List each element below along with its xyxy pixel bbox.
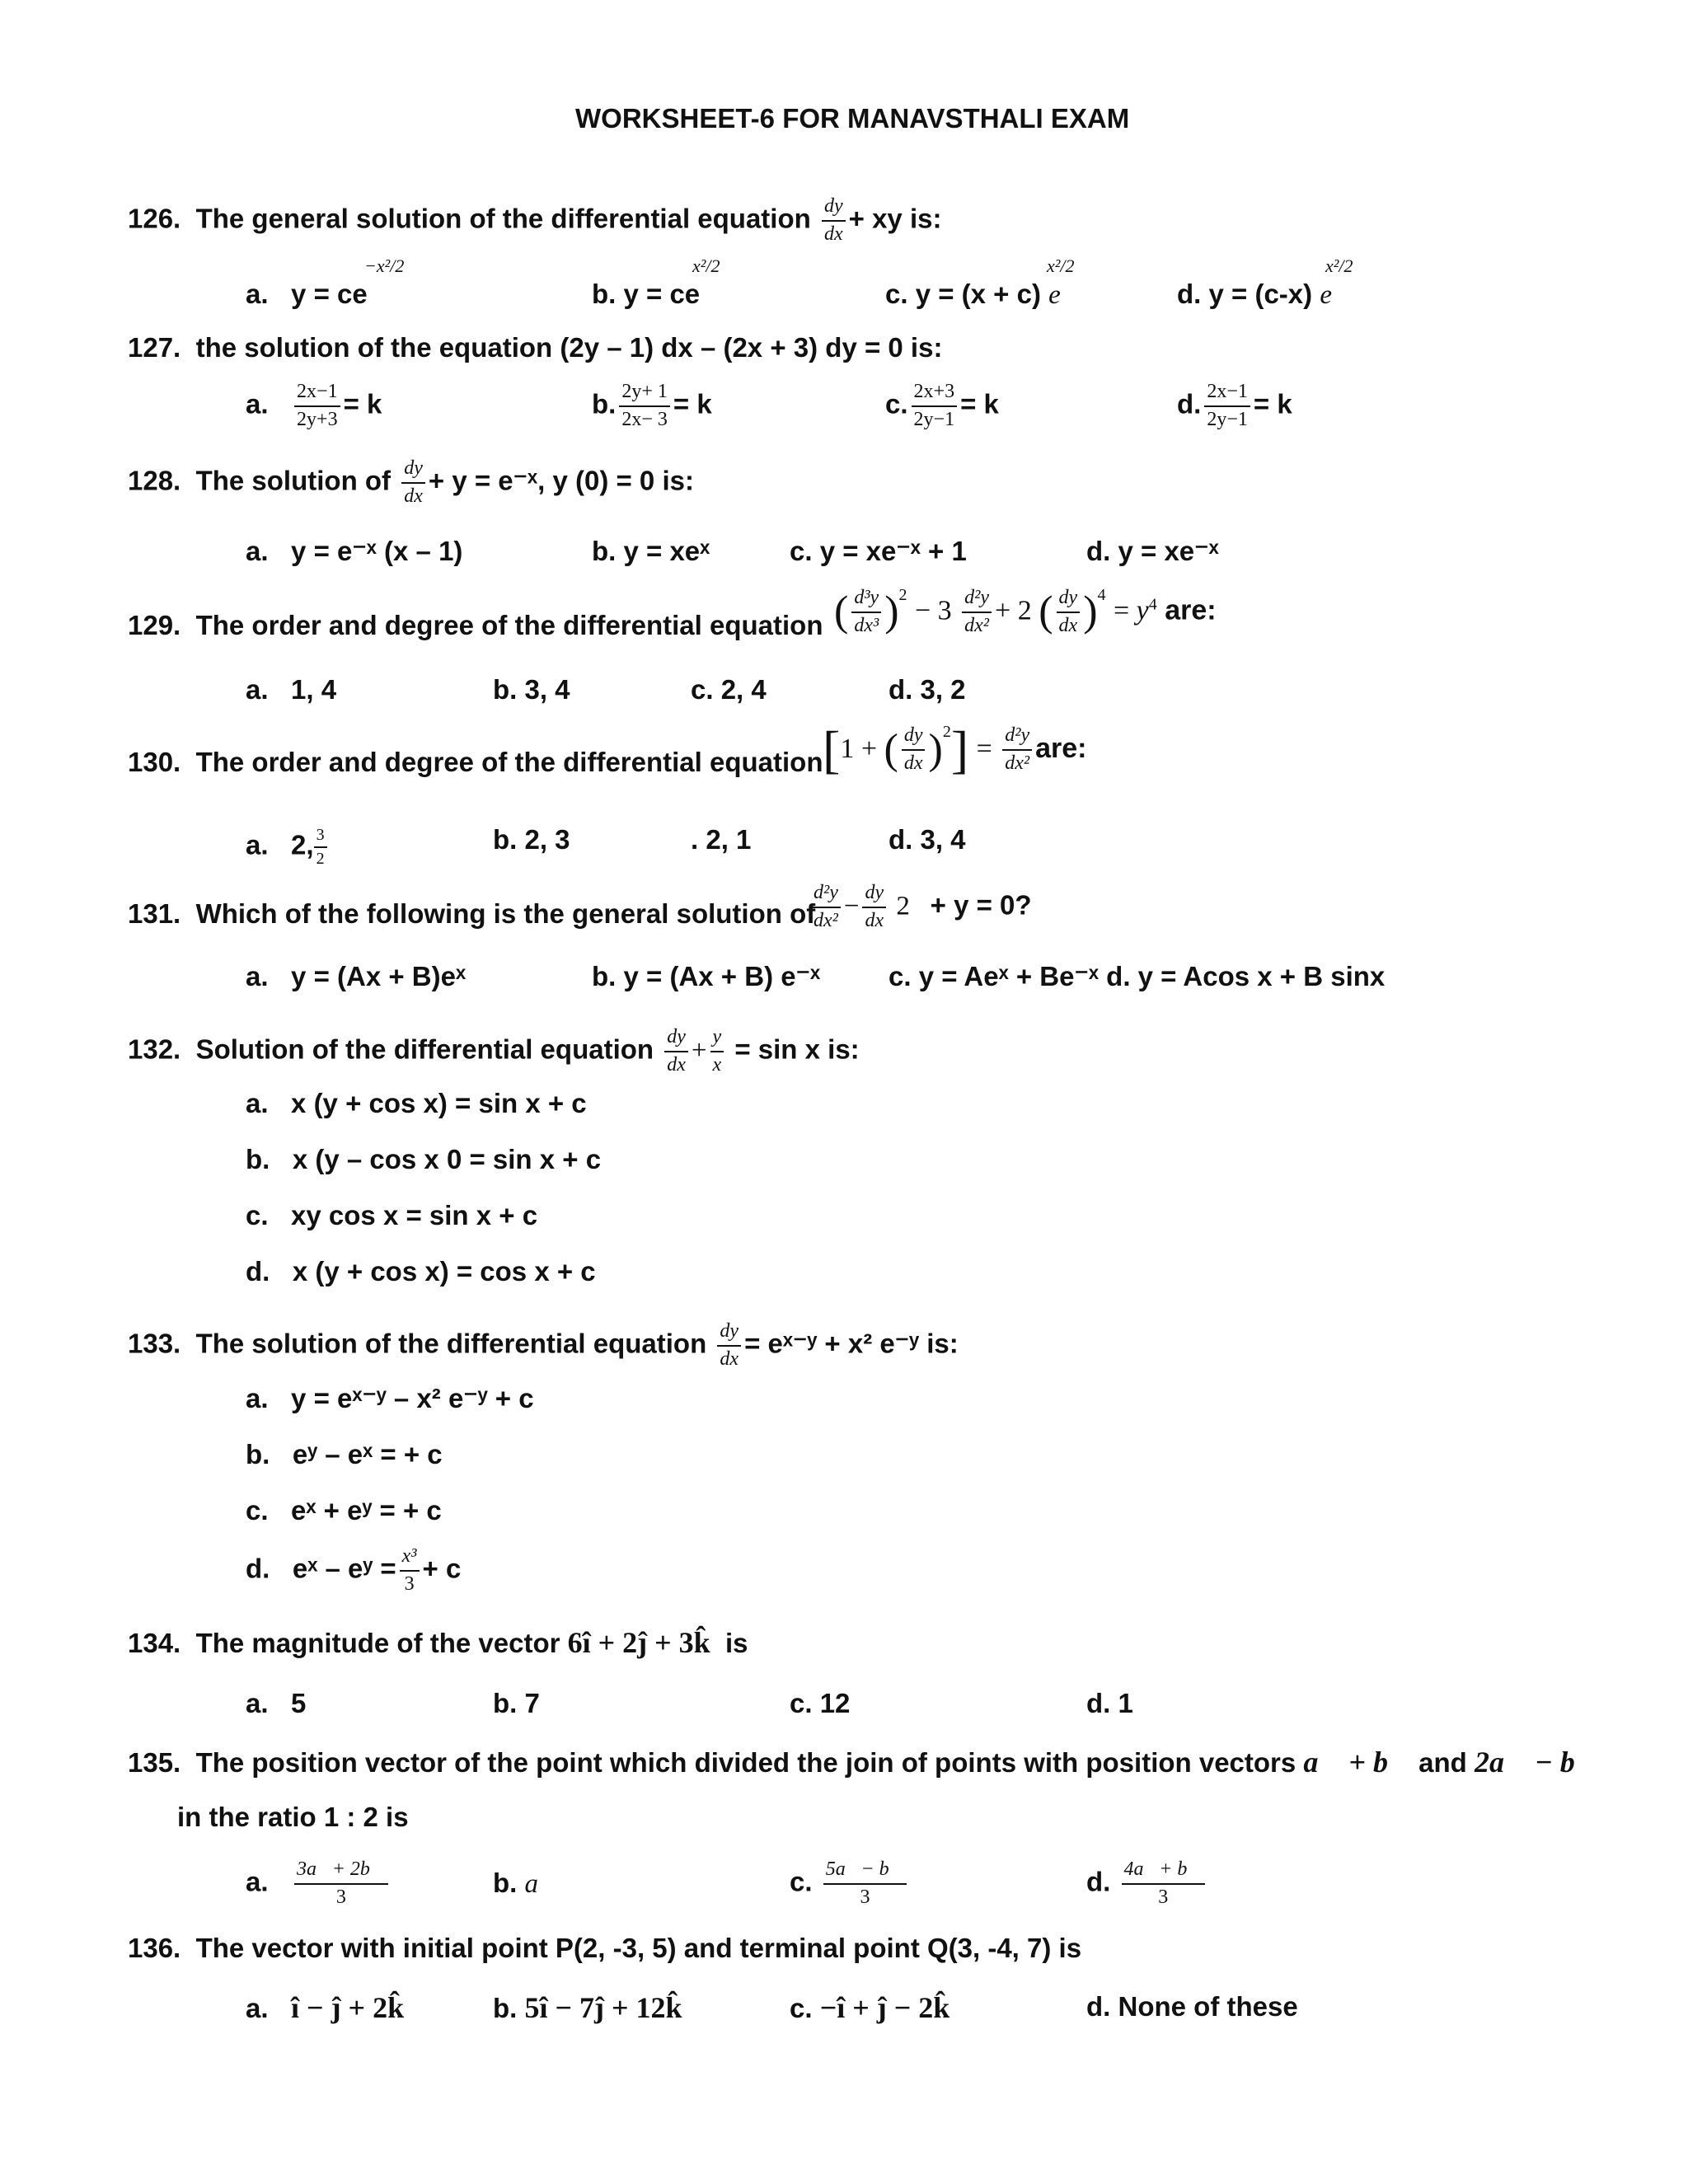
option-132-c[interactable] [246, 1202, 537, 1229]
option-label: d. [246, 1256, 270, 1286]
equation-129: ( $\frac{\text{d³y}}{\text{dx³}}$ )$^2$ − 3 $\frac{\text{d²y}}{\text{dx²}}$ + 2 ( $\frac{dy}{dx}$ )$^4 = y^4$ are: [834, 586, 1217, 636]
question-number: 128. [128, 465, 181, 496]
exponent-126-a: −x²/2 [364, 255, 405, 276]
option-130-c[interactable]: . 2, 1 [691, 824, 752, 855]
question-number: 134. [128, 1628, 181, 1658]
option-equals: = k [960, 388, 999, 419]
question-tail: + xy is: [848, 203, 942, 234]
option-126-b[interactable] [592, 280, 700, 307]
option-129-c[interactable]: c. 2, 4 [691, 674, 767, 705]
question-text: The order and degree of the differential equation [195, 610, 823, 640]
question-number: 126. [128, 203, 181, 234]
option-134-d[interactable]: d. 1 [1086, 1688, 1133, 1718]
option-135-c[interactable] [790, 1858, 910, 1909]
vector-expression: a⃗ + b⃗ [1303, 1746, 1411, 1779]
option-label: c. [246, 1200, 269, 1230]
option-text: eˣ + eʸ = + c [291, 1495, 442, 1526]
option-127-b[interactable] [592, 381, 712, 431]
option-128-d[interactable]: d. y = xe⁻ˣ [1086, 536, 1219, 566]
fraction-denominator: 2x− 3 [621, 408, 668, 430]
option-label: a. [246, 1088, 269, 1118]
question-135-line2: in the ratio 1 : 2 is [177, 1802, 409, 1832]
option-133-d[interactable]: d. eˣ – eʸ = $\frac{\text{x³}}{3}$ + c [246, 1545, 462, 1595]
option-text: 5î − 7ĵ + 12k̂ [524, 1991, 682, 2024]
fraction-denominator: 2y+3 [297, 408, 338, 430]
option-129-a[interactable] [246, 676, 336, 703]
question-number: 133. [128, 1328, 181, 1359]
option-label: a. [246, 674, 269, 705]
option-129-d[interactable]: d. 3, 2 [889, 674, 966, 705]
fraction-denominator: 3 [335, 1886, 346, 1908]
fraction-denominator: 3 [860, 1886, 870, 1908]
option-131-c[interactable]: c. y = Aeˣ + Be⁻ˣ d. y = Acos x + B sinx [889, 961, 1386, 991]
option-label: b. [493, 1868, 518, 1898]
option-label: d. [1177, 388, 1202, 419]
question-text: the solution of the equation (2y – 1) dx – (2x + 3) dy = 0 is: [195, 332, 943, 363]
option-135-b[interactable] [493, 1869, 560, 1898]
option-135-a[interactable] [246, 1858, 392, 1909]
question-tail: = eˣ⁻ʸ + x² e⁻ʸ is: [744, 1328, 959, 1359]
equation-130: [1 + ( $\frac{dy}{dx}$ )$^2$] = $\frac{\text{d²y}}{\text{dx²}}$ are: [823, 720, 1087, 779]
exponent-126-b: x²/2 [692, 255, 720, 276]
question-text: Solution of the differential equation [195, 1033, 654, 1065]
worksheet-title: WORKSHEET-6 FOR MANAVSTHALI EXAM [575, 103, 1130, 134]
option-tail: + c [422, 1553, 462, 1584]
option-label: b. [493, 1993, 518, 2023]
option-label: b. [246, 1439, 270, 1469]
option-text: x (y – cos x 0 = sin x + c [292, 1144, 602, 1174]
option-text: eʸ – eˣ = + c [292, 1439, 443, 1469]
question-135 [128, 1747, 1598, 1777]
option-136-d[interactable]: d. None of these [1086, 1991, 1298, 2022]
option-127-d[interactable] [1177, 381, 1292, 431]
question-128 [128, 457, 694, 508]
option-equals: = k [673, 388, 712, 419]
option-label: a. [246, 536, 269, 566]
option-equals: = k [343, 388, 382, 419]
dy-dx-fraction: $\frac{dy}{dx}$ [822, 195, 846, 246]
option-text: b. y = ce [592, 279, 701, 309]
option-label: a. [246, 1383, 269, 1413]
option-134-b[interactable]: b. 7 [493, 1688, 540, 1718]
option-text: î − ĵ + 2k̂ [291, 1991, 405, 2024]
option-text: eˣ – eʸ = [292, 1553, 396, 1584]
option-text: 2, [291, 829, 314, 860]
option-126-d[interactable]: d. y = (c-x) e [1177, 279, 1332, 310]
question-number: 132. [128, 1033, 181, 1065]
option-136-c[interactable] [790, 1993, 950, 2022]
option-134-c[interactable]: c. 12 [790, 1688, 851, 1718]
option-126-c[interactable]: c. y = (x + c) e [885, 279, 1061, 310]
option-label: c. [246, 1495, 269, 1526]
option-label: c. [885, 388, 908, 419]
option-130-a[interactable]: a. 2, $\frac{3}{2}$ [246, 826, 327, 869]
option-text: xy cos x = sin x + c [291, 1200, 538, 1230]
option-label: a. [246, 1993, 269, 2023]
option-text: 1, 4 [291, 674, 337, 705]
question-tail: is [725, 1628, 748, 1658]
vector-expression: 6î + 2ĵ + 3k̂ [567, 1626, 710, 1659]
question-text: The general solution of the differential equation [195, 203, 811, 234]
dy-dx-fraction: $\frac{dy}{dx}$ [401, 457, 425, 508]
option-129-b[interactable]: b. 3, 4 [493, 674, 570, 705]
question-text: The order and degree of the differential equation [195, 747, 823, 777]
question-132: 132. Solution of the differential equation $\frac{dy}{dx}$ + $\frac{y}{x}$ = sin x is: [128, 1026, 860, 1076]
option-127-c[interactable] [885, 381, 999, 431]
question-129 [128, 612, 823, 639]
question-text: The solution of [195, 465, 392, 496]
option-label: b. [246, 1144, 270, 1174]
option-130-d[interactable]: d. 3, 4 [889, 824, 966, 855]
question-number: 136. [128, 1933, 181, 1963]
option-label: c. [790, 1993, 813, 2023]
question-text: Which of the following is the general solution of [195, 898, 816, 929]
option-135-d[interactable] [1086, 1858, 1208, 1909]
option-label: a. [246, 279, 269, 309]
fraction-numerator: 4a⃗+ b⃗ [1122, 1858, 1206, 1885]
option-132-a[interactable] [246, 1090, 587, 1117]
fraction-numerator: 2x+3 [912, 381, 958, 407]
question-tail: are: [1035, 732, 1087, 764]
option-128-b[interactable]: b. y = xeˣ [592, 536, 710, 566]
option-133-b[interactable] [246, 1441, 443, 1468]
question-number: 127. [128, 332, 181, 363]
option-text: −î + ĵ − 2k̂ [819, 1991, 950, 2024]
option-label: a. [246, 1688, 269, 1718]
option-136-b[interactable] [493, 1993, 682, 2022]
option-131-a[interactable] [246, 963, 466, 990]
option-text: y = e⁻ˣ (x – 1) [291, 536, 463, 566]
option-132-d[interactable] [246, 1258, 596, 1285]
question-text: The solution of the differential equation [195, 1328, 707, 1359]
option-131-b[interactable]: b. y = (Ax + B) e⁻ˣ [592, 961, 821, 991]
option-text: x (y + cos x) = cos x + c [292, 1256, 596, 1286]
conjunction: and [1418, 1747, 1467, 1778]
question-tail: = sin x is: [734, 1033, 860, 1065]
question-131 [128, 900, 815, 927]
option-130-b[interactable]: b. 2, 3 [493, 824, 570, 855]
question-126 [128, 195, 941, 246]
question-133: 133. The solution of the differential equation $\frac{dy}{dx}$ = eˣ⁻ʸ + x² e⁻ʸ is: [128, 1320, 959, 1370]
option-133-a[interactable] [246, 1385, 534, 1412]
question-text: The position vector of the point which divided the join of points with position vectors [195, 1747, 1296, 1778]
option-134-a[interactable] [246, 1690, 306, 1717]
fraction-denominator: 3 [1158, 1886, 1169, 1908]
option-text: y = (Ax + B)eˣ [291, 961, 467, 991]
exponent-126-c: x²/2 [1047, 255, 1075, 276]
option-text: a⃗ [524, 1869, 560, 1899]
option-text: c. y = (x + c) [885, 279, 1041, 309]
option-label: a. [246, 829, 269, 860]
option-label: c. [790, 1866, 813, 1897]
question-tail: + y = 0? [930, 889, 1032, 921]
option-128-c[interactable]: c. y = xe⁻ˣ + 1 [790, 536, 967, 566]
question-text: The vector with initial point P(2, -3, 5) and terminal point Q(3, -4, 7) is [195, 1933, 1082, 1963]
option-text: x (y + cos x) = sin x + c [291, 1088, 587, 1118]
option-126-a[interactable] [246, 280, 368, 307]
question-tail: + y = e⁻ˣ, y (0) = 0 is: [428, 465, 694, 496]
option-text: y = ce [291, 279, 368, 309]
fraction-numerator: 2y+ 1 [619, 381, 670, 407]
question-136 [128, 1934, 1081, 1961]
fraction-numerator: 3a⃗+ 2b⃗ [294, 1858, 388, 1885]
question-number: 135. [128, 1747, 181, 1778]
option-132-b[interactable] [246, 1146, 601, 1173]
option-text: 5 [291, 1688, 307, 1718]
option-133-c[interactable] [246, 1497, 442, 1524]
question-134 [128, 1628, 748, 1657]
option-label: a. [246, 961, 269, 991]
option-label: d. [246, 1553, 270, 1584]
option-text: y = eˣ⁻ʸ – x² e⁻ʸ + c [291, 1383, 534, 1413]
option-text: d. y = (c-x) [1177, 279, 1313, 309]
option-label: a. [246, 1866, 269, 1897]
fraction-denominator: 2y−1 [1207, 408, 1248, 430]
question-text: The magnitude of the vector [195, 1628, 560, 1658]
question-130 [128, 748, 823, 776]
option-127-a[interactable] [246, 381, 382, 431]
option-label: b. [592, 388, 617, 419]
option-label: d. [1086, 1866, 1111, 1897]
equation-131: $\frac{\text{d²y}}{\text{dx²}}$ − $\frac{dy}{dx}$ 2 + y = 0? [808, 882, 1032, 932]
exponent-126-d: x²/2 [1325, 255, 1353, 276]
question-number: 129. [128, 610, 181, 640]
vector-expression: 2a⃗ − b⃗ [1474, 1746, 1598, 1779]
fraction-numerator: 2x−1 [294, 381, 340, 407]
question-number: 130. [128, 747, 181, 777]
question-127 [128, 334, 942, 361]
option-label: a. [246, 388, 269, 419]
fraction-numerator: 2x−1 [1204, 381, 1250, 407]
fraction-numerator: 5a⃗− b⃗ [823, 1858, 907, 1885]
option-equals: = k [1253, 388, 1292, 419]
question-number: 131. [128, 898, 181, 929]
option-128-a[interactable] [246, 537, 462, 565]
question-tail: are: [1165, 594, 1217, 626]
option-136-a[interactable] [246, 1993, 404, 2022]
fraction-denominator: 2y−1 [913, 408, 955, 430]
